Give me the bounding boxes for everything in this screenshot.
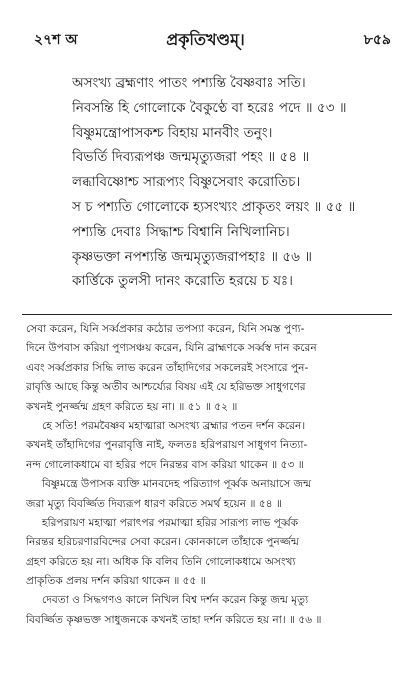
verse-line: নিবসন্তি হি গোলোকে বৈকুণ্ঠে বা হরেঃ পদে ॥ ৫৩ ॥ <box>72 100 347 116</box>
commentary-line: নন্দ গোলোকধামে বা হরির পদে নিরন্তর বাস করিয়া থাকেন ॥ ৫৩ ॥ <box>26 458 304 471</box>
commentary-line: রাবৃত্তি আছে কিন্তু অতীব আশ্চর্য্যের বিষয় এই যে হরিভক্ত সাধুগণের <box>26 381 306 394</box>
commentary-line: বিবর্জ্জিত কৃষ্ণভক্ত সাধুজনকে কখনই তাহা দর্শন করিতে হয় না। ॥ ৫৬ ॥ <box>26 613 322 626</box>
commentary-line: নিরন্তর হরিচরণারবিন্দের সেবা করেন। কোনকালে তাঁহাকে পুনর্জ্জন্ম <box>26 536 299 549</box>
page-header <box>0 28 411 54</box>
commentary-line: বিষ্ণুমন্ত্রে উপাসক ব্যক্তি মানবদেহ পরিত্যাগ পূর্ব্বক অনায়াসে জন্ম <box>42 478 312 491</box>
verse-line: কার্ত্তিকে তুলসী দানং করোতি হরয়ে চ যঃ। <box>72 274 294 290</box>
commentary-line: এবং সর্ব্বপ্রকার সিদ্ধি লাভ করেন তাঁহাদিগের সকলেরই সংসারে পুন- <box>26 361 309 374</box>
page-number: ৮৫৯ <box>363 32 391 48</box>
verse-line: লব্ধাবিষ্ণোশ্চ সারূপ্যং বিষ্ণুসেবাং করোতিচ। <box>72 175 301 191</box>
commentary-line: গ্রহণ করিতে হয় না। অধিক কি বলিব তিনি গোলোকধামে অসংখ্য <box>26 555 296 568</box>
section-divider <box>22 314 392 315</box>
commentary-line: সেবা করেন, যিনি সর্ব্বপ্রকার কঠোর তপস্যা করেন, যিনি সমস্ত পুণ্য- <box>26 323 305 335</box>
commentary-line: দিনে উপবাস করিয়া পুণ্যসঞ্চয় করেন, যিনি ব্রাহ্মণকে সর্ব্বস্ব দান করেন <box>26 342 317 355</box>
verse-line: বিভর্তি দিব্যরূপঞ্চ জন্মমৃত্যুজরা পহং ॥ ৫৪ ॥ <box>72 150 310 166</box>
page-title: প্রকৃতিখণ্ডম্। <box>166 30 245 49</box>
verse-line: কৃষ্ণভক্তা নপশ্যন্তি জন্মমৃত্যুজরাপহাঃ ॥ ৫৬ ॥ <box>72 249 313 265</box>
commentary-line: জরা মৃত্যু বিবর্জ্জিত দিব্যরূপ ধারণ করিতে সমর্থ হয়েন ॥ ৫৪ ॥ <box>26 497 282 510</box>
commentary-line: দেবতা ও সিদ্ধগণও কালে নিখিল বিশ্ব দর্শন করেন কিন্তু জন্ম মৃত্যু <box>42 594 309 607</box>
verse-line: স চ পশ্যতি গোলোকে হ্যসংখ্যং প্রাকৃতং লয়ং ॥ ৫৫ ॥ <box>72 199 356 215</box>
verse-line: অসংখ্য ব্রহ্মণাং পাতং পশ্যন্তি বৈষ্ণবাঃ সতি। <box>72 76 306 91</box>
commentary-line: হরিপরায়ণ মহাত্মা পরাৎপর পরমাত্মা হরির সারূপ্য লাভ পূর্ব্বক <box>42 516 299 529</box>
commentary-line: হে সতি! পরমবৈষ্ণব মহাত্মারা অসংখ্য ব্রহ্মার পতন দর্শন করেন। <box>42 419 306 432</box>
sanskrit-verses <box>72 72 397 295</box>
commentary-line: কখনই তাঁহাদিগের পুনরাবৃত্তি নাই, ফলতঃ হরিপরায়ণ সাধুগণ নিত্যা- <box>26 439 308 452</box>
commentary-line: কখনই পুনর্জ্জন্ম গ্রহণ করিতে হয় না। ॥ ৫১ ॥ ৫২ ॥ <box>26 400 238 413</box>
commentary-line: প্রাকৃতিক প্রলয় দর্শন করিয়া থাকেন ॥ ৫৫ ॥ <box>26 575 206 588</box>
chapter-label: ২৭শ অ <box>34 32 78 48</box>
bengali-commentary <box>26 320 392 630</box>
verse-line: বিষ্ণুমন্ত্রোপাসকশ্চ বিহায় মানবীং তনুং। <box>72 125 273 141</box>
verse-line: পশ্যন্তি দেবাঃ সিদ্ধাশ্চ বিশ্বানি নিখিলানিচ। <box>72 224 290 240</box>
